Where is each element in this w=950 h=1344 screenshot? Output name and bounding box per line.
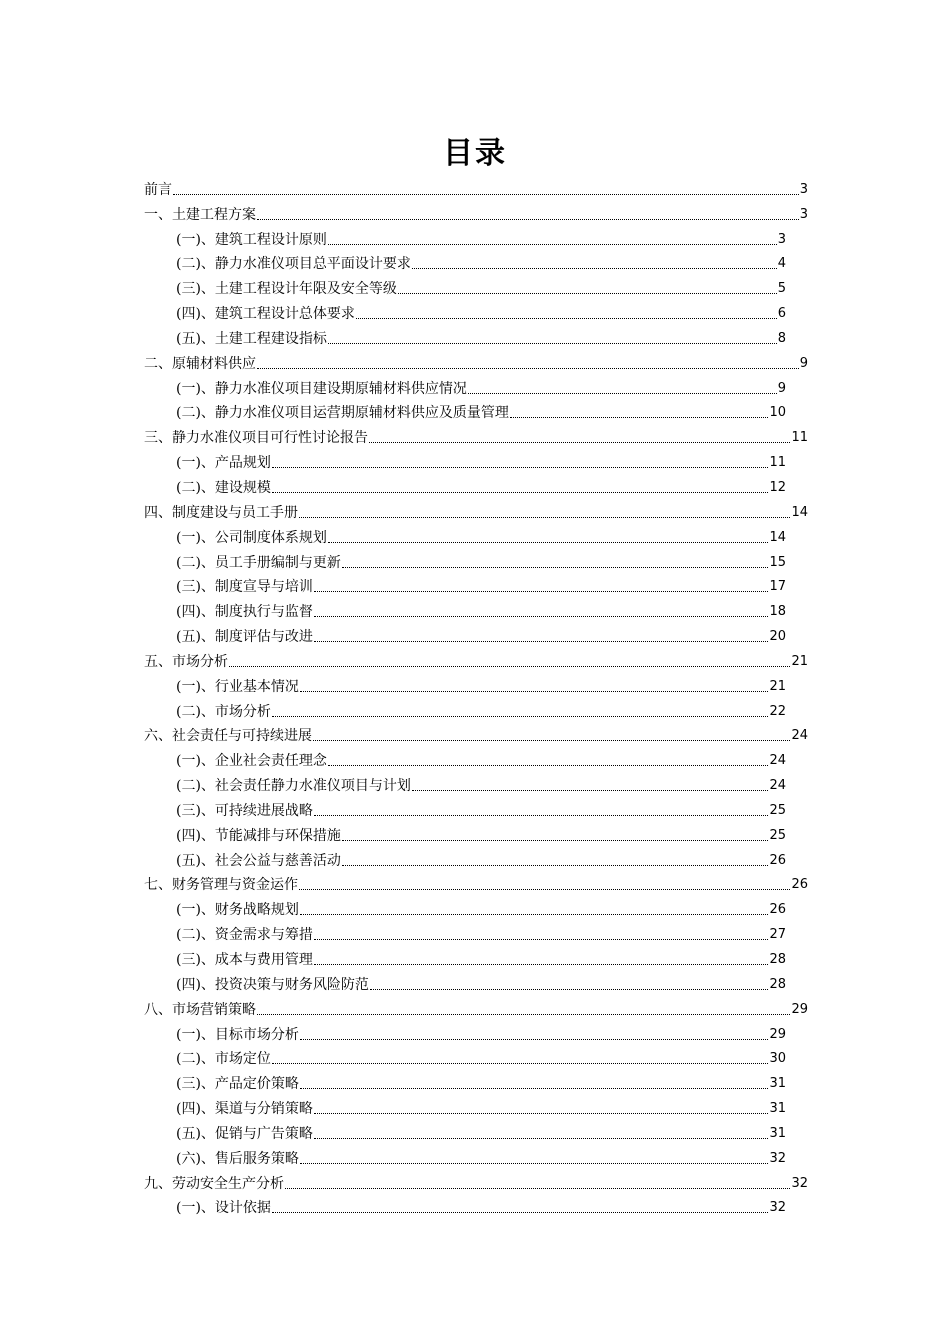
toc-entry-page: 6 [777, 306, 786, 322]
toc-entry[interactable] [144, 249, 786, 274]
dot-leader [257, 368, 799, 369]
toc-entry[interactable] [144, 174, 808, 199]
toc-entry[interactable] [144, 1118, 786, 1143]
toc-entry-text: 五、市场分析 [144, 653, 228, 670]
toc-entry[interactable] [144, 870, 808, 895]
toc-entry-page: 11 [769, 455, 786, 471]
toc-entry-text: 前言 [144, 181, 172, 198]
toc-entry[interactable] [144, 696, 786, 721]
toc-entry-text: (二)、市场分析 [176, 703, 271, 720]
toc-entry-text: (二)、资金需求与筹措 [176, 927, 313, 944]
toc-entry[interactable] [144, 323, 786, 348]
toc-entry[interactable] [144, 398, 786, 423]
dot-leader [314, 616, 769, 617]
toc-entry-page: 4 [777, 256, 786, 272]
toc-entry[interactable] [144, 770, 786, 795]
toc-entry-page: 9 [799, 355, 808, 371]
dot-leader [314, 815, 769, 816]
dot-leader [257, 1014, 790, 1015]
toc-entry-page: 28 [769, 952, 786, 967]
dot-leader [370, 989, 769, 990]
toc-entry-page: 5 [777, 281, 786, 297]
toc-entry-text: (五)、社会公益与慈善活动 [176, 852, 341, 869]
toc-entry-page: 24 [769, 753, 786, 769]
dot-leader [342, 840, 769, 841]
toc-entry-text: 三、静力水准仪项目可行性讨论报告 [144, 430, 368, 447]
dot-leader [314, 1113, 769, 1114]
toc-entry[interactable] [144, 994, 808, 1019]
dot-leader [257, 219, 799, 220]
toc-entry-page: 10 [769, 405, 786, 421]
toc-entry-text: (三)、制度宣导与培训 [176, 579, 313, 596]
toc-entry-page: 25 [769, 802, 786, 818]
dot-leader [398, 293, 777, 294]
toc-entry-page: 21 [769, 678, 786, 694]
toc-entry-page: 20 [769, 629, 786, 645]
toc-entry[interactable] [144, 348, 808, 373]
dot-leader [300, 691, 769, 692]
dot-leader [510, 417, 769, 418]
toc-entry-text: (一)、建筑工程设计原则 [176, 231, 327, 248]
toc-entry[interactable] [144, 721, 808, 746]
toc-entry[interactable] [144, 596, 786, 621]
toc-entry-text: (一)、静力水准仪项目建设期原辅材料供应情况 [176, 380, 467, 397]
toc-entry[interactable] [144, 199, 808, 224]
dot-leader [314, 964, 769, 965]
toc-entry-text: (六)、售后服务策略 [176, 1150, 299, 1167]
dot-leader [342, 865, 769, 866]
dot-leader [342, 567, 769, 568]
toc-entry[interactable] [144, 1019, 786, 1044]
toc-entry-text: (一)、目标市场分析 [176, 1026, 299, 1043]
toc-entry-text: 四、制度建设与员工手册 [144, 504, 298, 521]
toc-entry[interactable] [144, 621, 786, 646]
toc-entry-page: 30 [769, 1051, 786, 1067]
toc-entry-page: 14 [791, 504, 808, 520]
dot-leader [468, 393, 777, 394]
toc-entry-text: (五)、制度评估与改进 [176, 629, 313, 646]
toc-entry-page: 26 [769, 852, 786, 868]
toc-entry-page: 24 [791, 728, 808, 744]
toc-entry-page: 15 [769, 554, 786, 570]
dot-leader [412, 790, 769, 791]
toc-entry[interactable] [144, 422, 808, 447]
toc-entry-text: (二)、社会责任静力水准仪项目与计划 [176, 778, 411, 795]
dot-leader [272, 716, 769, 717]
dot-leader [300, 1039, 769, 1040]
toc-entry-text: (五)、促销与广告策略 [176, 1125, 313, 1142]
toc-entry-text: 二、原辅材料供应 [144, 355, 256, 372]
toc-entry-text: (三)、成本与费用管理 [176, 952, 313, 968]
dot-leader [272, 467, 769, 468]
toc-entry-page: 32 [769, 1200, 786, 1216]
toc-entry-text: (四)、投资决策与财务风险防范 [176, 976, 369, 993]
dot-leader [328, 542, 769, 543]
toc-entry-page: 3 [799, 181, 808, 197]
toc-entry-text: (二)、静力水准仪项目总平面设计要求 [176, 256, 411, 273]
dot-leader [300, 914, 769, 915]
toc-entry[interactable] [144, 1168, 808, 1193]
dot-leader [369, 442, 790, 443]
toc-entry-page: 11 [791, 430, 808, 446]
dot-leader [314, 591, 769, 592]
toc-entry-text: 七、财务管理与资金运作 [144, 877, 298, 894]
toc-entry[interactable] [144, 522, 786, 547]
toc-entry-page: 24 [769, 778, 786, 794]
toc-entry-text: (一)、设计依据 [176, 1200, 271, 1217]
toc-entry[interactable] [144, 472, 786, 497]
toc-entry[interactable] [144, 547, 786, 572]
dot-leader [173, 194, 799, 195]
toc-entry-page: 31 [769, 1076, 786, 1092]
toc-entry-page: 27 [769, 927, 786, 943]
dot-leader [356, 318, 777, 319]
toc-list [144, 174, 808, 1217]
toc-entry-page: 31 [769, 1101, 786, 1117]
toc-entry-page: 3 [799, 206, 808, 222]
toc-entry-text: (二)、建设规模 [176, 479, 271, 496]
toc-entry-page: 32 [769, 1150, 786, 1166]
toc-entry[interactable] [144, 1143, 786, 1168]
dot-leader [314, 641, 769, 642]
toc-entry[interactable] [144, 447, 786, 472]
toc-entry-text: 六、社会责任与可持续进展 [144, 728, 312, 745]
toc-entry-text: (五)、土建工程建设指标 [176, 330, 327, 347]
toc-entry-text: (一)、产品规划 [176, 455, 271, 472]
dot-leader [272, 1212, 769, 1213]
toc-entry[interactable] [144, 572, 786, 597]
toc-entry-page: 31 [769, 1125, 786, 1141]
toc-entry-text: (三)、产品定价策略 [176, 1076, 299, 1093]
toc-entry-page: 26 [769, 902, 786, 918]
toc-entry-text: (四)、渠道与分销策略 [176, 1101, 313, 1118]
toc-title: 目录 [443, 136, 507, 171]
toc-entry[interactable] [144, 845, 786, 870]
toc-entry-page: 3 [777, 231, 786, 247]
toc-entry[interactable] [144, 1068, 786, 1093]
toc-entry-text: 一、土建工程方案 [144, 206, 256, 223]
toc-entry[interactable] [144, 373, 786, 398]
toc-entry-page: 14 [769, 529, 786, 545]
dot-leader [285, 1188, 790, 1189]
dot-leader [314, 939, 769, 940]
toc-entry-text: (四)、制度执行与监督 [176, 604, 313, 621]
toc-entry-page: 25 [769, 827, 786, 843]
toc-entry[interactable] [144, 1093, 786, 1118]
toc-entry[interactable] [144, 944, 786, 969]
toc-entry-page: 22 [769, 703, 786, 719]
toc-entry[interactable] [144, 894, 786, 919]
toc-entry-text: (四)、建筑工程设计总体要求 [176, 306, 355, 323]
toc-entry-text: (三)、土建工程设计年限及安全等级 [176, 281, 397, 298]
toc-entry[interactable] [144, 1044, 786, 1069]
toc-entry-page: 32 [791, 1175, 808, 1191]
toc-entry-text: (一)、财务战略规划 [176, 902, 299, 919]
dot-leader [229, 666, 790, 667]
dot-leader [272, 492, 769, 493]
toc-entry[interactable] [144, 224, 786, 249]
toc-entry[interactable] [144, 919, 786, 944]
toc-entry-text: 九、劳动安全生产分析 [144, 1175, 284, 1192]
toc-entry-page: 9 [777, 380, 786, 396]
toc-entry-text: 八、市场营销策略 [144, 1001, 256, 1018]
dot-leader [313, 740, 790, 741]
toc-entry[interactable] [144, 497, 808, 522]
toc-entry-page: 8 [777, 330, 786, 346]
toc-entry[interactable] [144, 820, 786, 845]
toc-entry-text: (四)、节能减排与环保措施 [176, 827, 341, 844]
toc-entry-page: 12 [769, 479, 786, 495]
toc-entry[interactable] [144, 795, 786, 820]
dot-leader [412, 268, 777, 269]
dot-leader [300, 1163, 769, 1164]
toc-entry[interactable] [144, 298, 786, 323]
dot-leader [299, 889, 790, 890]
toc-entry-page: 28 [769, 976, 786, 992]
dot-leader [300, 1088, 769, 1089]
toc-entry-page: 29 [791, 1001, 808, 1017]
toc-entry-text: (一)、行业基本情况 [176, 678, 299, 695]
toc-entry-page: 21 [791, 653, 808, 669]
toc-entry-page: 18 [769, 604, 786, 620]
toc-entry[interactable] [144, 646, 808, 671]
toc-entry-page: 17 [769, 579, 786, 595]
toc-entry-text: (三)、可持续进展战略 [176, 802, 313, 819]
toc-entry-page: 26 [791, 877, 808, 893]
dot-leader [328, 244, 777, 245]
dot-leader [272, 1063, 769, 1064]
toc-entry[interactable] [144, 671, 786, 696]
dot-leader [328, 343, 777, 344]
toc-entry-text: (二)、员工手册编制与更新 [176, 554, 341, 571]
toc-entry[interactable] [144, 745, 786, 770]
dot-leader [314, 1138, 769, 1139]
toc-entry[interactable] [144, 969, 786, 994]
toc-entry-text: (一)、企业社会责任理念 [176, 753, 327, 770]
toc-entry[interactable] [144, 273, 786, 298]
toc-entry-page: 29 [769, 1026, 786, 1042]
toc-entry[interactable] [144, 1193, 786, 1218]
dot-leader [328, 765, 769, 766]
dot-leader [299, 517, 790, 518]
toc-entry-text: (二)、市场定位 [176, 1051, 271, 1068]
toc-entry-text: (一)、公司制度体系规划 [176, 529, 327, 546]
toc-entry-text: (二)、静力水准仪项目运营期原辅材料供应及质量管理 [176, 405, 509, 422]
